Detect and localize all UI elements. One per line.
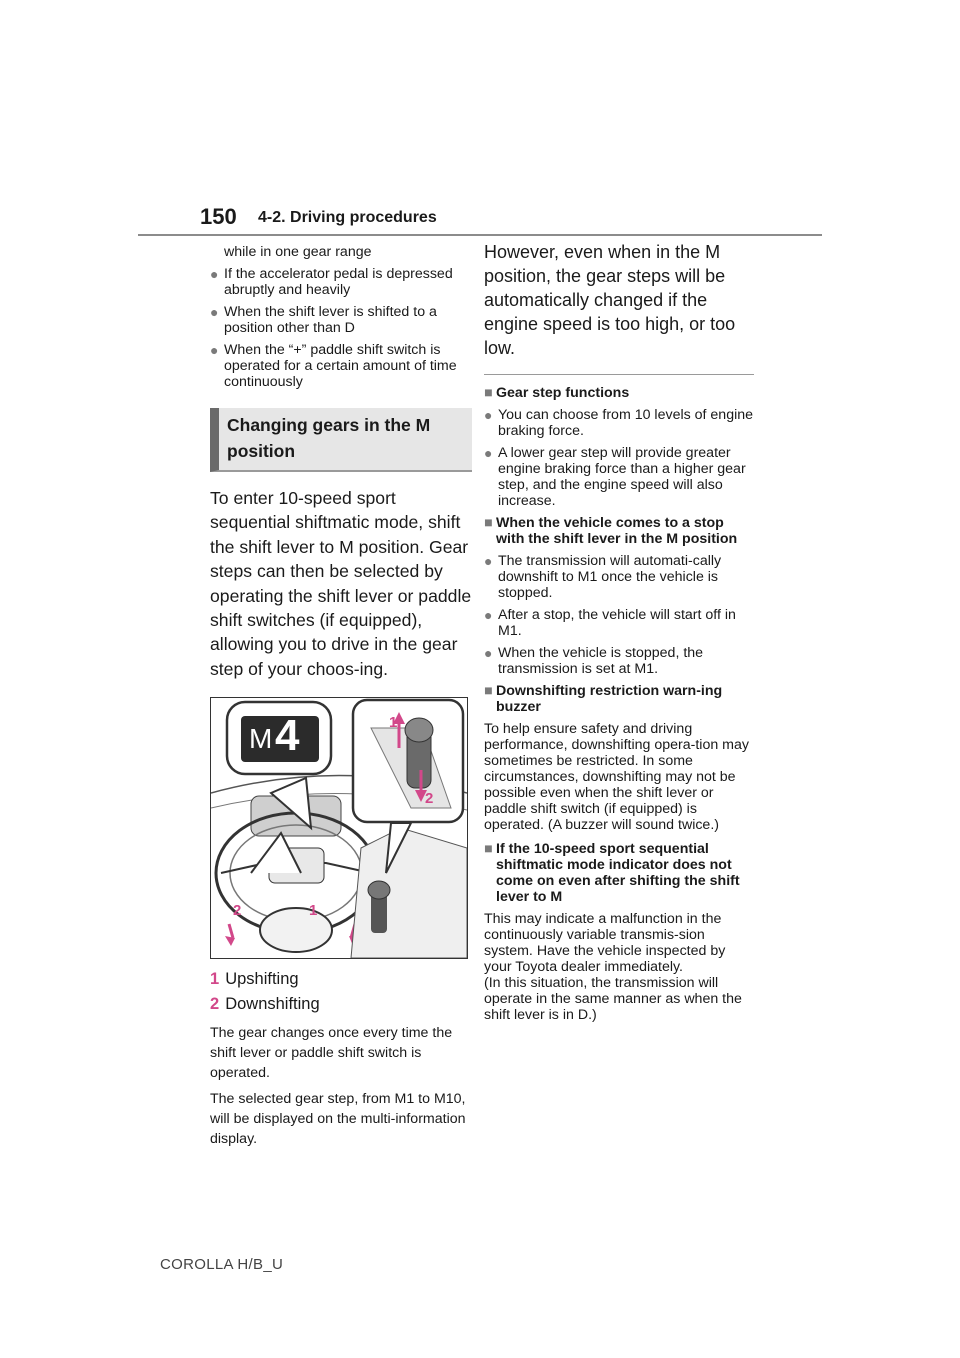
legend-item: 2 Downshifting (210, 995, 320, 1014)
square-bullet-icon: ■ (484, 385, 493, 401)
bullet-icon: ● (484, 645, 493, 661)
page-number: 150 (200, 204, 237, 229)
bullet-icon: ● (210, 304, 219, 320)
bullet-icon: ● (484, 607, 493, 623)
body-paragraph: However, even when in the M position, the gear steps will be automatically changed if the engine speed is too high, or too low. (484, 242, 736, 358)
square-bullet-icon: ■ (484, 841, 493, 857)
bullet-icon: ● (210, 342, 219, 358)
subsection-heading: ■ Gear step functions (484, 385, 630, 401)
bullet-icon: ● (484, 407, 493, 423)
list-item: ● The transmission will automati-cally downshift to M1 once the vehicle is stopped. (484, 553, 722, 601)
section-divider (484, 374, 754, 375)
legend-item: 1 Upshifting (210, 970, 299, 989)
body-paragraph: To enter 10-speed sport sequential shiftmatic mode, shift the shift lever to M position. Gear steps can then be selected by operating the shift lever or paddle shift switches (if equipped), allowing you to drive in the gear step of your choos-ing. (210, 488, 472, 679)
display-digit: 4 (275, 711, 300, 761)
display-letter: M (249, 723, 273, 755)
list-item: ● You can choose from 10 levels of engine braking force. (484, 407, 754, 439)
list-item: ● After a stop, the vehicle will start off in M1. (484, 607, 736, 639)
callout-number: 2 (233, 902, 242, 920)
bullet-icon: ● (484, 553, 493, 569)
callout-number: 1 (309, 902, 318, 920)
list-item: ● A lower gear step will provide greater engine braking force than a higher gear step, and the engine speed will also increase. (484, 445, 746, 509)
subsection-heading: ■ Downshifting restriction warn-ing buzzer (484, 683, 723, 715)
callout-number: 2 (425, 790, 434, 808)
subsection-heading: ■ When the vehicle comes to a stop with the shift lever in the M position (484, 515, 738, 547)
note-paragraph: The selected gear step, from M1 to M10, will be displayed on the multi-information display. (210, 1091, 466, 1148)
body-paragraph: This may indicate a malfunction in the continuously variable transmis-sion system. Have the vehicle inspected by your Toyota dealer immediately. (484, 911, 726, 975)
list-item: ● When the vehicle is stopped, the transmission is set at M1. (484, 645, 704, 677)
list-item: ● When the “+” paddle shift switch is operated for a certain amount of time continuously (210, 342, 457, 390)
list-item: ● If the accelerator pedal is depressed abruptly and heavily (210, 266, 453, 298)
left-column (210, 244, 472, 1149)
square-bullet-icon: ■ (484, 515, 493, 531)
footer-model: COROLLA H/B_U (160, 1256, 284, 1273)
illustration-figure (210, 697, 468, 959)
subsection-heading: ■ If the 10-speed sport sequential shiftmatic mode indicator does not come on even after shifting the shift lever to M (484, 841, 740, 905)
section-heading: Changing gears in the M position (210, 408, 472, 472)
note-paragraph: The gear changes once every time the shift lever or paddle shift switch is operated. (210, 1025, 453, 1082)
bullet-continuation: while in one gear range (224, 244, 372, 260)
list-item: ● When the shift lever is shifted to a position other than D (210, 304, 437, 336)
callout-number: 1 (389, 714, 398, 732)
bullet-icon: ● (484, 445, 493, 461)
section-title: 4-2. Driving procedures (258, 209, 437, 226)
body-paragraph: To help ensure safety and driving performance, downshifting opera-tion may sometimes be restricted. In some circumstances, downshifting may not be possible even when the shift lever or paddle shift switch (if equipped) is operated. (A buzzer will sound twice.) (484, 721, 749, 833)
right-column (484, 240, 754, 1031)
square-bullet-icon: ■ (484, 683, 493, 699)
header-divider (138, 234, 822, 236)
body-paragraph: (In this situation, the transmission will operate in the same manner as when the shift lever is in D.) (484, 975, 742, 1023)
bullet-icon: ● (210, 266, 219, 282)
